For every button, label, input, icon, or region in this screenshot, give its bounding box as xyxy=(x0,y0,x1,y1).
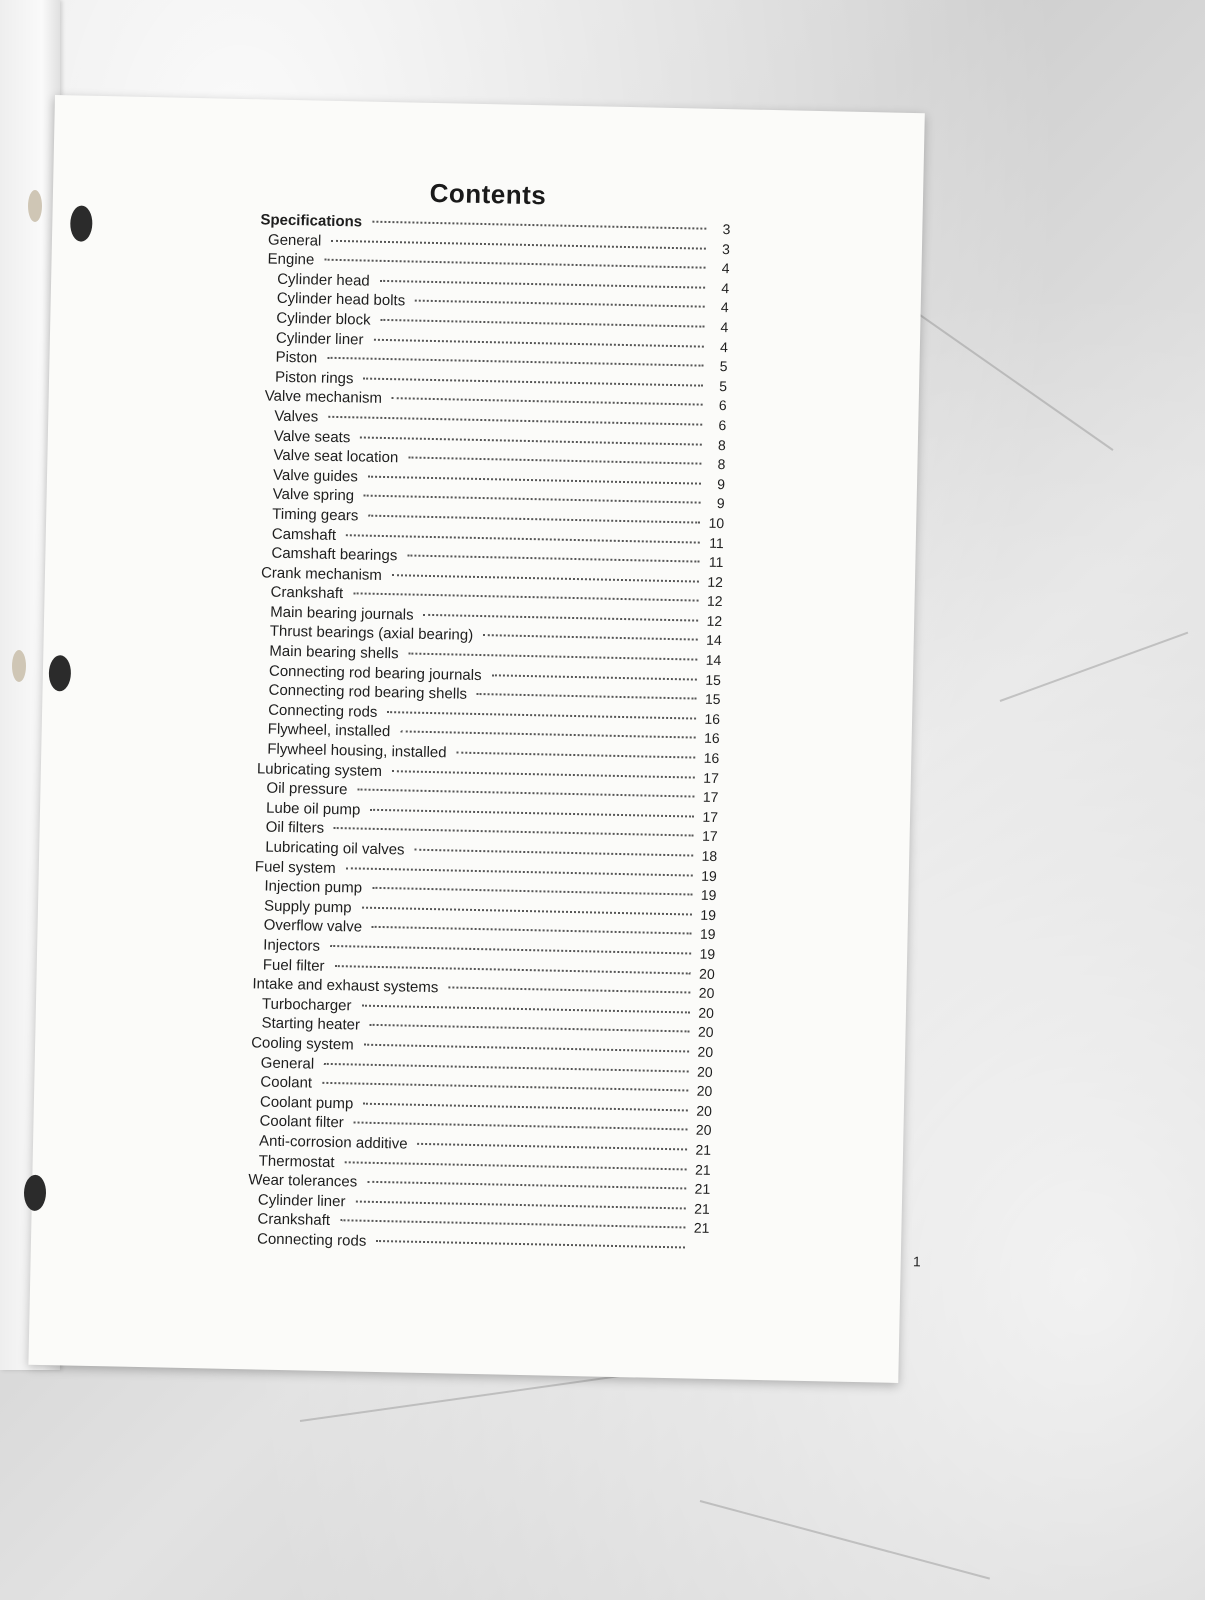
toc-entry-page: 5 xyxy=(719,358,728,375)
toc-entry-page: 21 xyxy=(694,1161,711,1178)
toc-dot-leader xyxy=(322,1082,688,1092)
toc-entry-label: Coolant pump xyxy=(259,1093,354,1113)
toc-dot-leader xyxy=(372,221,706,230)
toc-entry-label: Cylinder head xyxy=(277,270,370,290)
toc-dot-leader xyxy=(330,945,691,955)
toc-entry-page: 20 xyxy=(696,1102,713,1119)
toc-entry-page: 19 xyxy=(699,945,716,962)
toc-entry-label: Starting heater xyxy=(261,1014,361,1034)
toc-dot-leader xyxy=(415,300,705,308)
toc-entry-label: Overflow valve xyxy=(263,916,363,936)
toc-entry-label: Fuel system xyxy=(254,857,336,877)
toc-entry-page: 4 xyxy=(720,299,729,316)
toc-dot-leader xyxy=(409,653,698,661)
toc-dot-leader xyxy=(370,809,694,818)
toc-dot-leader xyxy=(362,906,692,915)
toc-entry-label: Lubricating oil valves xyxy=(265,838,405,859)
toc-entry-label: Cooling system xyxy=(251,1034,354,1054)
toc-dot-leader xyxy=(334,827,694,837)
toc-dot-leader xyxy=(346,534,700,543)
toc-dot-leader xyxy=(364,1044,689,1053)
toc-entry-label: Coolant xyxy=(260,1073,313,1092)
toc-entry-page: 20 xyxy=(699,965,715,982)
toc-dot-leader xyxy=(400,731,695,739)
toc-entry-label: Thermostat xyxy=(258,1152,335,1171)
toc-entry-label: Piston rings xyxy=(274,368,354,388)
marble-vein xyxy=(1000,632,1189,702)
toc-entry-label: Oil pressure xyxy=(266,779,348,799)
toc-entry-label: Connecting rods xyxy=(267,701,378,721)
toc-entry-page: 4 xyxy=(721,260,730,277)
toc-dot-leader xyxy=(392,397,703,406)
toc-entry-label: Crankshaft xyxy=(270,583,344,603)
toc-entry-page: 19 xyxy=(700,886,717,904)
toc-entry-page: 4 xyxy=(721,279,730,296)
toc-entry-label: Main bearing shells xyxy=(269,642,399,663)
toc-entry-label: Valve seats xyxy=(273,427,351,446)
toc-dot-leader xyxy=(364,495,701,504)
toc-entry-label: Injectors xyxy=(263,936,321,955)
toc-entry-label: Supply pump xyxy=(263,897,352,917)
toc-entry-label: Cylinder liner xyxy=(257,1191,346,1211)
toc-entry-label: Valve mechanism xyxy=(264,387,383,408)
toc-entry-page: 11 xyxy=(708,553,724,571)
toc-dot-leader xyxy=(324,259,705,269)
toc-dot-leader xyxy=(328,416,702,426)
toc-entry-page: 20 xyxy=(695,1121,712,1139)
toc-dot-leader xyxy=(477,693,697,700)
toc-entry-label: Valves xyxy=(274,407,319,426)
toc-entry-label: Connecting rod bearing journals xyxy=(268,662,482,684)
toc-entry-page: 20 xyxy=(698,984,715,1002)
toc-dot-leader xyxy=(372,926,692,935)
toc-entry-page: 12 xyxy=(706,612,723,629)
toc-dot-leader xyxy=(407,555,699,563)
punch-hole xyxy=(49,655,72,691)
toc-entry-label: General xyxy=(267,231,322,250)
page-title: Contents xyxy=(429,177,547,211)
toc-entry-page: 5 xyxy=(719,377,728,394)
toc-entry-page: 8 xyxy=(717,436,726,453)
toc-entry-page: 4 xyxy=(719,338,729,355)
toc-dot-leader xyxy=(418,1143,688,1151)
toc-dot-leader xyxy=(415,849,694,857)
toc-dot-leader xyxy=(408,457,701,465)
toc-dot-leader xyxy=(380,280,705,289)
toc-entry-label: Connecting rod bearing shells xyxy=(268,681,468,704)
toc-entry-label: Crankshaft xyxy=(257,1210,331,1230)
punch-hole xyxy=(24,1175,47,1211)
toc-entry-page: 20 xyxy=(697,1043,714,1060)
toc-entry-label: Oil filters xyxy=(265,818,325,838)
toc-entry-page: 14 xyxy=(705,632,722,649)
toc-entry-label: Camshaft bearings xyxy=(271,544,398,565)
toc-dot-leader xyxy=(392,770,695,778)
toc-dot-leader xyxy=(367,1181,686,1190)
toc-entry-page: 20 xyxy=(697,1024,714,1041)
toc-entry-page: 10 xyxy=(708,514,725,532)
toc-dot-leader xyxy=(331,239,706,249)
toc-dot-leader xyxy=(492,674,697,680)
toc-entry-page: 17 xyxy=(702,788,719,806)
toc-dot-leader xyxy=(368,475,701,484)
toc-dot-leader xyxy=(448,987,690,994)
toc-entry-label: Wear tolerances xyxy=(248,1171,358,1191)
toc-entry-page: 19 xyxy=(701,867,717,884)
toc-entry-label: Camshaft xyxy=(271,525,337,544)
marble-vein xyxy=(700,1500,990,1580)
toc-entry-label: Valve spring xyxy=(272,485,355,505)
toc-dot-leader xyxy=(376,1240,685,1248)
toc-dot-leader xyxy=(357,789,694,798)
punch-hole xyxy=(70,205,93,241)
toc-entry-page: 15 xyxy=(705,671,722,688)
toc-entry-label: Valve seat location xyxy=(273,446,399,467)
toc-entry-page: 6 xyxy=(718,397,727,414)
toc-entry-page: 18 xyxy=(701,847,718,865)
toc-entry-label: Timing gears xyxy=(272,505,359,525)
toc-entry-label: Crank mechanism xyxy=(260,564,383,584)
toc-dot-leader xyxy=(424,614,699,622)
toc-entry-page: 15 xyxy=(704,690,721,708)
toc-entry-label: Flywheel, installed xyxy=(267,721,391,741)
toc-entry-page: 16 xyxy=(703,730,720,747)
table-of-contents xyxy=(239,211,731,1259)
toc-entry-label: Cylinder liner xyxy=(275,329,364,349)
toc-entry-label: Fuel filter xyxy=(262,956,325,975)
toc-entry-page: 20 xyxy=(696,1063,713,1080)
toc-entry-label: Cylinder head bolts xyxy=(276,290,406,310)
punch-hole xyxy=(12,650,26,682)
document-page xyxy=(28,95,924,1383)
toc-entry-label: Coolant filter xyxy=(259,1112,344,1132)
toc-entry-page: 14 xyxy=(705,651,722,669)
toc-entry-label: Lube oil pump xyxy=(265,799,361,819)
toc-entry-label: Main bearing journals xyxy=(270,603,414,624)
toc-dot-leader xyxy=(353,593,698,602)
toc-entry-page: 21 xyxy=(693,1219,710,1237)
punch-hole xyxy=(28,190,42,222)
toc-entry-label: Thrust bearings (axial bearing) xyxy=(269,623,474,645)
toc-entry-page: 11 xyxy=(709,534,724,551)
toc-dot-leader xyxy=(346,867,693,876)
toc-entry-label: Flywheel housing, installed xyxy=(267,740,447,762)
toc-dot-leader xyxy=(387,711,696,719)
toc-dot-leader xyxy=(361,1004,689,1013)
toc-entry-page: 16 xyxy=(703,749,720,767)
toc-entry-page: 12 xyxy=(706,593,723,610)
toc-entry-page: 9 xyxy=(716,495,725,512)
toc-entry-page: 6 xyxy=(718,416,727,434)
toc-entry-label: General xyxy=(260,1054,315,1073)
toc-entry-page: 9 xyxy=(717,475,726,492)
toc-entry-page: 19 xyxy=(699,926,716,943)
toc-entry-label: Lubricating system xyxy=(256,760,383,780)
toc-dot-leader xyxy=(355,1200,685,1209)
toc-entry-label: Specifications xyxy=(260,211,363,231)
toc-entry-page: 20 xyxy=(698,1004,715,1021)
toc-entry-page: 21 xyxy=(694,1180,711,1198)
toc-dot-leader xyxy=(340,1219,685,1228)
toc-entry-page: 17 xyxy=(701,828,718,845)
toc-dot-leader xyxy=(368,515,700,524)
toc-dot-leader xyxy=(363,377,703,386)
toc-entry-page: 4 xyxy=(720,318,729,336)
toc-entry-page: 12 xyxy=(707,573,724,590)
marble-vein xyxy=(899,300,1113,451)
toc-entry-label: Intake and exhaust systems xyxy=(252,975,439,997)
toc-entry-label: Cylinder block xyxy=(276,309,371,329)
toc-entry-page: 16 xyxy=(704,710,721,727)
toc-dot-leader xyxy=(392,574,699,582)
page-number: 1 xyxy=(912,1253,921,1270)
toc-dot-leader xyxy=(373,338,703,347)
toc-dot-leader xyxy=(327,357,703,367)
toc-entry-label: Engine xyxy=(267,250,315,269)
toc-dot-leader xyxy=(345,1161,687,1170)
toc-dot-leader xyxy=(370,1024,690,1033)
toc-dot-leader xyxy=(372,887,692,896)
toc-dot-leader xyxy=(381,319,705,328)
toc-entry-page: 21 xyxy=(695,1141,712,1158)
toc-entry-page: 3 xyxy=(721,240,731,257)
toc-dot-leader xyxy=(483,635,698,641)
toc-entry-page: 20 xyxy=(696,1082,713,1100)
toc-entry-page: 8 xyxy=(717,456,726,473)
toc-entry-label: Valve guides xyxy=(272,466,359,486)
toc-entry-page: 21 xyxy=(694,1200,710,1217)
toc-dot-leader xyxy=(354,1122,688,1131)
toc-entry-page: 17 xyxy=(702,808,719,825)
toc-dot-leader xyxy=(334,965,690,974)
toc-dot-leader xyxy=(363,1102,688,1111)
toc-entry-page: 17 xyxy=(703,769,720,786)
toc-entry-label: Injection pump xyxy=(264,877,363,897)
toc-entry-label: Piston xyxy=(275,348,318,367)
toc-entry-page: 3 xyxy=(722,221,731,238)
toc-entry-label: Connecting rods xyxy=(256,1230,367,1250)
toc-dot-leader xyxy=(360,436,702,445)
toc-entry-label: Turbocharger xyxy=(261,995,352,1015)
toc-dot-leader xyxy=(324,1062,689,1072)
toc-entry-label: Anti-corrosion additive xyxy=(258,1132,408,1153)
toc-entry-page: 19 xyxy=(700,906,717,923)
toc-dot-leader xyxy=(457,752,696,759)
